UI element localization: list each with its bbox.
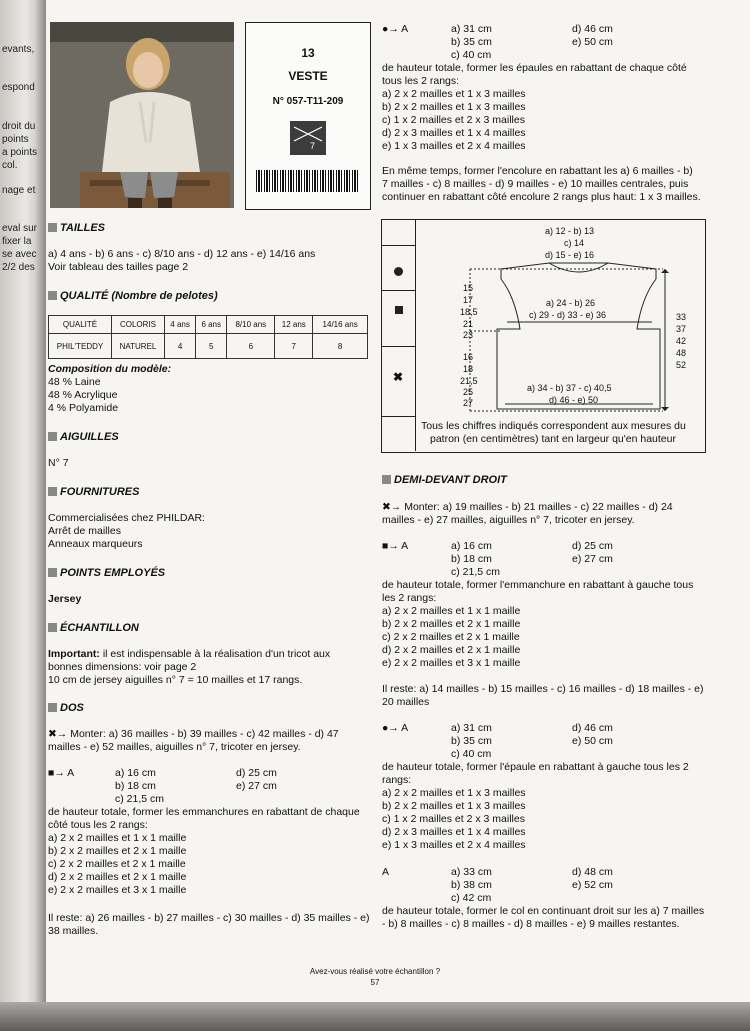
table-header: QUALITÉ — [49, 316, 112, 334]
diagram-label: a) 12 - b) 13 — [545, 226, 595, 236]
table-header: 8/10 ans — [227, 316, 275, 334]
section-demi-devant: DEMI-DEVANT DROIT — [382, 474, 507, 486]
model-photo — [50, 22, 234, 208]
diagram-caption: patron (en centimètres) tant en largeur qu'en hauteur — [430, 433, 676, 445]
diagram-label: 16 — [463, 352, 474, 362]
diagram-caption: Tous les chiffres indiqués correspondent aux mesures du — [421, 420, 686, 432]
demi-line: ✖→ Monter: a) 19 mailles - b) 21 mailles - c) 22 mailles - d) 24 — [382, 501, 673, 513]
list-item: a) 2 x 2 mailles et 1 x 3 mailles — [382, 787, 526, 799]
footer-question: Avez-vous réalisé votre échantillon ? — [309, 967, 441, 976]
spine-fragment: evants, — [2, 44, 35, 55]
demi-line: de hauteur totale, former l'emmanchure en rabattant à gauche tous — [382, 579, 694, 591]
composition-item: 4 % Polyamide — [48, 402, 119, 414]
divider — [381, 290, 415, 291]
diagram-label: a) 34 - b) 37 - c) 40,5 — [527, 383, 612, 393]
epaules-line: de hauteur totale, former les épaules en rabattant de chaque côté — [382, 62, 687, 74]
dot-icon — [394, 267, 403, 276]
demi-c-label: A — [382, 866, 390, 878]
tailles-line: Voir tableau des tailles page 2 — [48, 261, 189, 273]
size-value: e) 50 cm — [572, 36, 613, 48]
composition-item: 48 % Acrylique — [48, 389, 118, 401]
diagram-label: 25 — [463, 387, 474, 397]
section-points: POINTS EMPLOYÉS — [48, 567, 165, 579]
section-aiguilles: AIGUILLES — [48, 431, 119, 443]
size-value: b) 18 cm — [115, 780, 156, 792]
size-value: a) 31 cm — [451, 23, 492, 35]
meme-line: En même temps, former l'encolure en rabattant les a) 6 mailles - b) — [382, 165, 693, 177]
table-header: 4 ans — [165, 316, 196, 334]
demi-line: Il reste: a) 14 mailles - b) 15 mailles - c) 16 mailles - d) 18 mailles - e) — [382, 683, 704, 695]
diagram-label: c) 29 - d) 33 - e) 36 — [529, 310, 607, 320]
table-header: 6 ans — [196, 316, 227, 334]
col-line: de hauteur totale, former le col en continuant droit sur les a) 7 mailles — [382, 905, 705, 917]
fournitures-line: Arrêt de mailles — [48, 525, 121, 537]
list-item: d) 2 x 2 mailles et 2 x 1 maille — [382, 644, 521, 656]
cross-icon: ✖ — [393, 370, 404, 384]
pattern-number: 13 — [301, 46, 315, 60]
list-item: e) 2 x 2 mailles et 3 x 1 maille — [382, 657, 521, 669]
square-bullet-icon — [48, 223, 57, 232]
dos-line: 38 mailles. — [48, 925, 99, 937]
list-item: a) 2 x 2 mailles et 1 x 3 mailles — [382, 88, 526, 100]
demi-line: les 2 rangs: — [382, 592, 437, 604]
spine-fragment: points — [2, 134, 29, 145]
section-tailles: TAILLES — [48, 222, 105, 234]
diagram-label: 23 — [463, 330, 474, 340]
spine-fragment: se avec — [2, 249, 37, 260]
demi-line: rangs: — [382, 774, 412, 786]
size-value: b) 35 cm — [451, 36, 492, 48]
table-header-row — [49, 316, 368, 334]
table-header: 14/16 ans — [313, 316, 368, 334]
composition-item: 48 % Laine — [48, 376, 101, 388]
demi-line: de hauteur totale, former l'épaule en rabattant à gauche tous les 2 — [382, 761, 689, 773]
top-label: ●→ A — [382, 23, 409, 35]
list-item: b) 2 x 2 mailles et 2 x 1 maille — [382, 618, 521, 630]
spine-fragment: eval sur — [2, 223, 38, 234]
table-header: COLORIS — [112, 316, 165, 334]
list-item: c) 1 x 2 mailles et 2 x 3 mailles — [382, 114, 525, 126]
meme-line: continuer en rabattant côté encolure 2 rangs plus haut: 1 x 3 mailles. — [382, 191, 701, 203]
diagram-label: 18,5 — [460, 307, 478, 317]
diagram-label: 52 — [676, 360, 687, 370]
size-value: c) 21,5 cm — [451, 566, 501, 578]
diagram-label: d) 46 - e) 50 — [549, 395, 599, 405]
spine-fragment: nage et — [2, 185, 36, 196]
diagram-label: 42 — [676, 336, 687, 346]
diagram-label: a) 24 - b) 26 — [546, 298, 596, 308]
barcode — [256, 170, 360, 192]
echantillon-line: 10 cm de jersey aiguilles n° 7 = 10 mailles et 17 rangs. — [48, 674, 303, 686]
dos-line: de hauteur totale, former les emmanchures en rabattant de chaque — [48, 806, 360, 818]
pattern-card — [245, 22, 371, 210]
table-cell: 5 — [196, 334, 227, 359]
table-cell: 8 — [313, 334, 368, 359]
tailles-line: a) 4 ans - b) 6 ans - c) 8/10 ans - d) 12 ans - e) 14/16 ans — [48, 248, 316, 260]
size-value: c) 21,5 cm — [115, 793, 165, 805]
section-echantillon: ÉCHANTILLON — [48, 622, 139, 634]
fournitures-line: Commercialisées chez PHILDAR: — [48, 512, 205, 524]
dos-line: Il reste: a) 26 mailles - b) 27 mailles - c) 30 mailles - d) 35 mailles - e) — [48, 912, 370, 924]
list-item: b) 2 x 2 mailles et 1 x 3 mailles — [382, 800, 526, 812]
size-value: a) 31 cm — [451, 722, 492, 734]
size-value: a) 16 cm — [115, 767, 156, 779]
list-item: e) 2 x 2 mailles et 3 x 1 maille — [48, 884, 187, 896]
size-value: b) 38 cm — [451, 879, 492, 891]
diagram-label: 48 — [676, 348, 687, 358]
diagram-label: d) 15 - e) 16 — [545, 250, 595, 260]
size-value: b) 18 cm — [451, 553, 492, 565]
section-fournitures: FOURNITURES — [48, 486, 139, 498]
echantillon-line: bonnes dimensions: voir page 2 — [48, 661, 197, 673]
size-value: c) 40 cm — [451, 49, 492, 61]
list-item: c) 1 x 2 mailles et 2 x 3 mailles — [382, 813, 525, 825]
square-bullet-icon — [48, 703, 57, 712]
dos-line: ✖→ Monter: a) 36 mailles - b) 39 mailles - c) 42 mailles - d) 47 — [48, 728, 339, 740]
scan-bottom-edge — [0, 1002, 750, 1031]
diagram-label: 18 — [463, 364, 474, 374]
spine-fragment: espond — [2, 82, 35, 93]
table-cell: PHIL'TEDDY — [49, 334, 112, 359]
table-cell: 6 — [227, 334, 275, 359]
table-cell: 4 — [165, 334, 196, 359]
spine-fragment: a points — [2, 147, 38, 158]
demi-line: 20 mailles — [382, 696, 430, 708]
square-bullet-icon — [48, 432, 57, 441]
pattern-ref: N° 057-T11-209 — [272, 96, 344, 107]
square-icon — [395, 306, 403, 314]
size-value: d) 25 cm — [236, 767, 277, 779]
diagram-label: 21,5 — [460, 376, 478, 386]
size-value: a) 33 cm — [451, 866, 492, 878]
section-dos: DOS — [48, 702, 84, 714]
list-item: b) 2 x 2 mailles et 2 x 1 maille — [48, 845, 187, 857]
size-value: e) 52 cm — [572, 879, 613, 891]
demi-a-label: ■→ A — [382, 540, 409, 552]
size-value: c) 42 cm — [451, 892, 492, 904]
list-item: d) 2 x 2 mailles et 2 x 1 maille — [48, 871, 187, 883]
section-qualite: QUALITÉ (Nombre de pelotes) — [48, 290, 218, 302]
echantillon-line: Important: il est indispensable à la réalisation d'un tricot aux — [48, 648, 331, 660]
points-value: Jersey — [48, 593, 82, 605]
size-value: d) 46 cm — [572, 23, 613, 35]
list-item: a) 2 x 2 mailles et 1 x 1 maille — [48, 832, 187, 844]
diagram-label: 33 — [676, 312, 687, 322]
diagram-label: 21 — [463, 319, 474, 329]
size-value: e) 27 cm — [236, 780, 277, 792]
dos-line: côté tous les 2 rangs: — [48, 819, 148, 831]
divider — [381, 245, 415, 246]
diagram-label: 37 — [676, 324, 687, 334]
demi-line: mailles - e) 27 mailles, aiguilles n° 7, tricoter en jersey. — [382, 514, 635, 526]
meme-line: 7 mailles - c) 8 mailles - d) 9 mailles - e) 10 mailles centrales, puis — [382, 178, 689, 190]
demi-b-label: ●→ A — [382, 722, 409, 734]
spine-fragment: col. — [2, 160, 18, 171]
list-item: c) 2 x 2 mailles et 2 x 1 maille — [382, 631, 520, 643]
size-value: c) 40 cm — [451, 748, 492, 760]
size-value: b) 35 cm — [451, 735, 492, 747]
dos-a-label: ■→ A — [48, 767, 75, 779]
size-value: a) 16 cm — [451, 540, 492, 552]
dos-line: mailles - e) 52 mailles, aiguilles n° 7, tricoter en jersey. — [48, 741, 301, 753]
size-value: e) 27 cm — [572, 553, 613, 565]
size-value: d) 25 cm — [572, 540, 613, 552]
diagram-label: c) 14 — [564, 238, 585, 248]
diagram-label: 27 — [463, 398, 474, 408]
table-header: 12 ans — [275, 316, 313, 334]
needle-size: 7 — [310, 141, 316, 151]
fournitures-line: Anneaux marqueurs — [48, 538, 143, 550]
qualite-table — [48, 315, 368, 359]
col-line: - b) 8 mailles - c) 8 mailles - d) 8 mailles - e) 9 mailles restantes. — [382, 918, 680, 930]
square-bullet-icon — [48, 568, 57, 577]
size-value: d) 46 cm — [572, 722, 613, 734]
list-item: a) 2 x 2 mailles et 1 x 1 maille — [382, 605, 521, 617]
spine-fragment: 2/2 des — [2, 262, 35, 273]
square-bullet-icon — [48, 291, 57, 300]
list-item: e) 1 x 3 mailles et 2 x 4 mailles — [382, 140, 526, 152]
divider — [381, 346, 415, 347]
list-item: e) 1 x 3 mailles et 2 x 4 mailles — [382, 839, 526, 851]
diagram-label: 17 — [463, 295, 474, 305]
page-number: 57 — [370, 978, 380, 987]
square-bullet-icon — [382, 475, 391, 484]
aiguilles-value: N° 7 — [48, 457, 69, 469]
epaules-line: tous les 2 rangs: — [382, 75, 460, 87]
square-bullet-icon — [48, 623, 57, 632]
spine-fragment: droit du — [2, 121, 36, 132]
pattern-title: VESTE — [288, 69, 328, 83]
table-cell: 7 — [275, 334, 313, 359]
spine-fragment: fixer la — [2, 236, 32, 247]
table-row — [49, 334, 368, 359]
list-item: b) 2 x 2 mailles et 1 x 3 mailles — [382, 101, 526, 113]
composition-title: Composition du modèle: — [48, 363, 172, 375]
size-value: d) 48 cm — [572, 866, 613, 878]
list-item: c) 2 x 2 mailles et 2 x 1 maille — [48, 858, 186, 870]
square-bullet-icon — [48, 487, 57, 496]
divider — [381, 416, 415, 417]
diagram-label: 15 — [463, 283, 474, 293]
list-item: d) 2 x 3 mailles et 1 x 4 mailles — [382, 826, 526, 838]
table-cell: NATUREL — [112, 334, 165, 359]
size-value: e) 50 cm — [572, 735, 613, 747]
needle-icon — [290, 121, 326, 155]
list-item: d) 2 x 3 mailles et 1 x 4 mailles — [382, 127, 526, 139]
